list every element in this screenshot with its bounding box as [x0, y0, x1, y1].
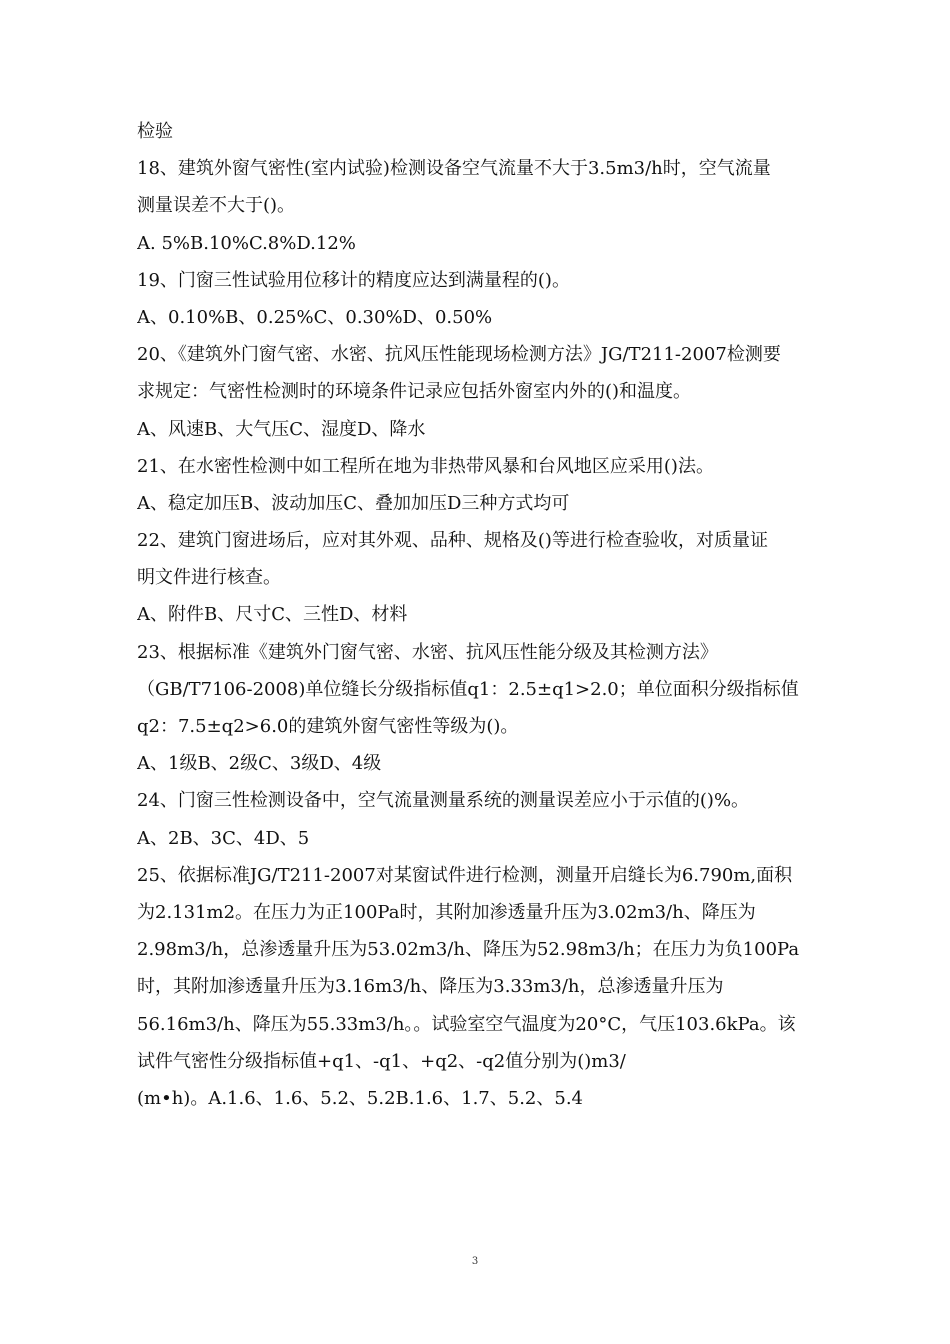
text-line: A、0.10%B、0.25%C、0.30%D、0.50%: [137, 306, 493, 328]
question-text-block: [137, 113, 827, 1117]
text-line: 25、依据标准JG/T211-2007对某窗试件进行检测，测量开启缝长为6.790m,面积: [137, 864, 793, 886]
page-number: 3: [471, 1256, 479, 1267]
text-line: 求规定：气密性检测时的环境条件记录应包括外窗室内外的()和温度。: [137, 381, 692, 403]
text-line: （GB/T7106-2008)单位缝长分级指标值q1：2.5±q1>2.0；单位面积分级指标值: [137, 678, 799, 700]
text-line: A、风速B、大气压C、湿度D、降水: [137, 418, 426, 440]
text-line: (m•h)。A.1.6、1.6、5.2、5.2B.1.6、1.7、5.2、5.4: [137, 1087, 584, 1109]
text-line: 18、建筑外窗气密性(室内试验)检测设备空气流量不大于3.5m3/h时，空气流量: [137, 158, 771, 180]
text-line: 22、建筑门窗进场后，应对其外观、品种、规格及()等进行检查验收，对质量证: [137, 530, 768, 552]
text-line: A、2B、3C、4D、5: [137, 827, 310, 849]
text-line: A、附件B、尺寸C、三性D、材料: [137, 604, 408, 626]
text-line: 测量误差不大于()。: [137, 195, 296, 217]
text-line: 检验: [137, 121, 173, 142]
text-line: A. 5%B.10%C.8%D.12%: [137, 232, 356, 254]
text-line: 56.16m3/h、降压为55.33m3/h。。试验室空气温度为20°C，气压103.6kPa。该: [137, 1013, 796, 1035]
text-line: 24、门窗三性检测设备中，空气流量测量系统的测量误差应小于示值的()%。: [137, 790, 750, 812]
text-line: 23、根据标准《建筑外门窗气密、水密、抗风压性能分级及其检测方法》: [137, 641, 718, 663]
text-line: 21、在水密性检测中如工程所在地为非热带风暴和台风地区应采用()法。: [137, 455, 714, 477]
text-line: 试件气密性分级指标值+q1、-q1、+q2、-q2值分别为()m3/: [137, 1050, 626, 1072]
text-line: 明文件进行核查。: [137, 567, 281, 589]
text-line: A、1级B、2级C、3级D、4级: [137, 753, 382, 775]
text-line: 20、《建筑外门窗气密、水密、抗风压性能现场检测方法》JG/T211-2007检测要: [137, 344, 781, 366]
text-line: 时，其附加渗透量升压为3.16m3/h、降压为3.33m3/h，总渗透量升压为: [137, 976, 724, 998]
text-line: 2.98m3/h，总渗透量升压为53.02m3/h、降压为52.98m3/h；在压力为负100Pa: [137, 939, 800, 961]
text-line: 为2.131m2。在压力为正100Pa时，其附加渗透量升压为3.02m3/h、降压为: [137, 901, 756, 923]
text-line: A、稳定加压B、波动加压C、叠加加压D三种方式均可: [137, 492, 570, 514]
text-line: 19、门窗三性试验用位移计的精度应达到满量程的()。: [137, 269, 570, 291]
text-line: q2：7.5±q2>6.0的建筑外窗气密性等级为()。: [137, 716, 519, 737]
